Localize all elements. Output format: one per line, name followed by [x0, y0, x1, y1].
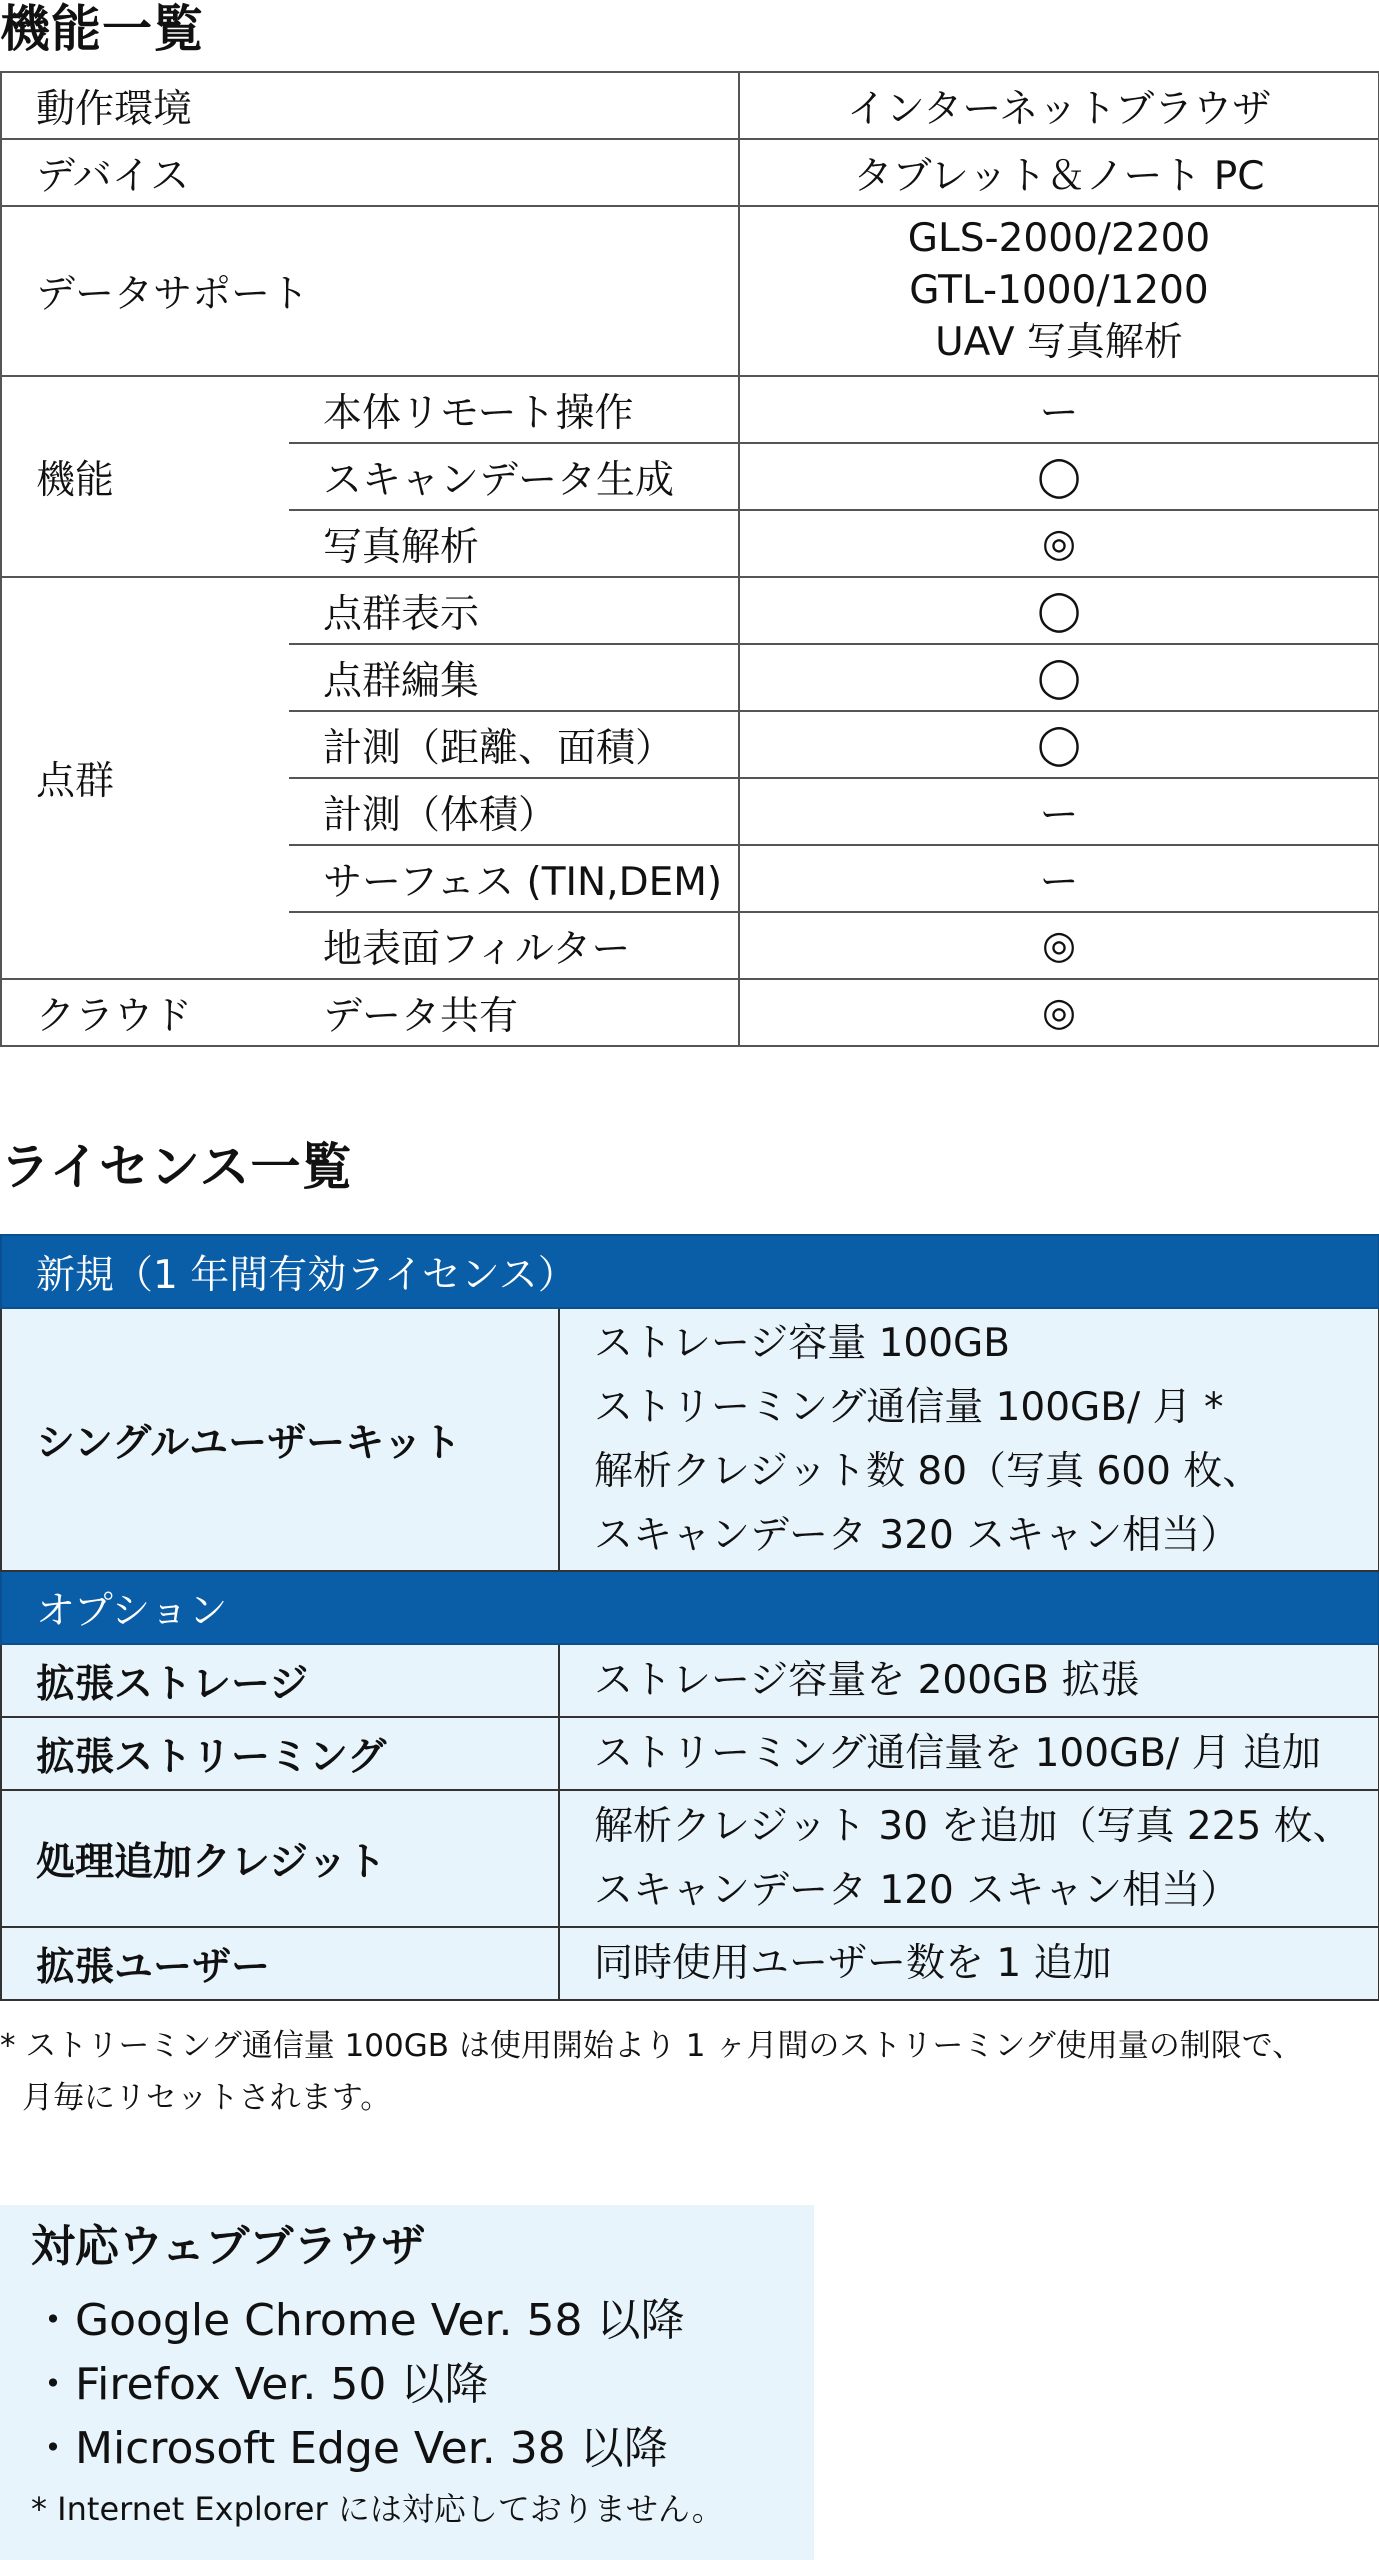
feature-name: 計測（体積） — [289, 778, 739, 845]
feature-name: 点群編集 — [289, 644, 739, 711]
feature-list-title: 機能一覧 — [0, 0, 204, 58]
table-row — [1, 577, 1379, 644]
table-row — [1, 1571, 1379, 1644]
feature-table — [0, 71, 1379, 1047]
browser-list — [31, 2289, 684, 2481]
feature-mark: ー — [739, 376, 1379, 443]
support-line: GTL-1000/1200 — [909, 268, 1209, 313]
detail-line: 同時使用ユーザー数を 1 追加 — [594, 1940, 1112, 1986]
table-row — [1, 1717, 1379, 1790]
group-label: 機能 — [1, 376, 289, 577]
row-value: インターネットブラウザ — [739, 72, 1379, 139]
option-header: オプション — [1, 1571, 1379, 1644]
option-name: 拡張ストリーミング — [1, 1717, 559, 1790]
table-row — [1, 72, 1379, 139]
detail-line: スキャンデータ 120 スキャン相当） — [594, 1867, 1240, 1913]
row-value — [739, 206, 1379, 376]
detail-line: スキャンデータ 320 スキャン相当） — [594, 1512, 1240, 1558]
support-line: GLS-2000/2200 — [907, 216, 1211, 261]
footnote-line: * ストリーミング通信量 100GB は使用開始より 1 ヶ月間のストリーミング使用量の制限で、 — [0, 2028, 1304, 2064]
feature-name: 写真解析 — [289, 510, 739, 577]
option-name: 処理追加クレジット — [1, 1790, 559, 1927]
option-name: 拡張ユーザー — [1, 1927, 559, 2000]
table-row — [1, 1644, 1379, 1717]
detail-line: ストリーミング通信量 100GB/ 月 * — [594, 1384, 1224, 1430]
option-detail — [559, 1790, 1379, 1927]
license-list-title: ライセンス一覧 — [0, 1138, 353, 1196]
feature-mark: ◯ — [739, 443, 1379, 510]
detail-line: ストレージ容量を 200GB 拡張 — [594, 1657, 1140, 1703]
option-detail — [559, 1644, 1379, 1717]
table-row — [1, 979, 1379, 1046]
feature-mark: ー — [739, 845, 1379, 912]
detail-line: 解析クレジット数 80（写真 600 枚、 — [594, 1448, 1262, 1494]
row-label: 動作環境 — [1, 72, 739, 139]
row-label: デバイス — [1, 139, 739, 206]
support-line: UAV 写真解析 — [935, 320, 1183, 365]
table-row — [1, 376, 1379, 443]
license-name: シングルユーザーキット — [1, 1308, 559, 1571]
detail-line: ストレージ容量 100GB — [594, 1320, 1011, 1366]
new-license-header: 新規（1 年間有効ライセンス） — [1, 1235, 1379, 1308]
table-row — [1, 1308, 1379, 1571]
footnote-line: 月毎にリセットされます。 — [22, 2080, 392, 2116]
license-table — [0, 1234, 1379, 2001]
table-row — [1, 1235, 1379, 1308]
row-label: データサポート — [1, 206, 739, 376]
feature-mark: ◯ — [739, 711, 1379, 778]
list-item: ・Microsoft Edge Ver. 38 以降 — [31, 2423, 668, 2474]
table-row — [1, 1927, 1379, 2000]
table-row — [1, 206, 1379, 376]
feature-mark: ー — [739, 778, 1379, 845]
group-label: クラウド — [1, 979, 289, 1046]
row-value: タブレット＆ノート PC — [739, 139, 1379, 206]
feature-name: スキャンデータ生成 — [289, 443, 739, 510]
feature-mark: ◎ — [739, 912, 1379, 979]
feature-name: サーフェス (TIN,DEM) — [289, 845, 739, 912]
table-row — [1, 1790, 1379, 1927]
feature-mark: ◯ — [739, 577, 1379, 644]
license-detail — [559, 1308, 1379, 1571]
group-label: 点群 — [1, 577, 289, 979]
table-row — [1, 139, 1379, 206]
detail-line: 解析クレジット 30 を追加（写真 225 枚、 — [594, 1803, 1352, 1849]
feature-mark: ◎ — [739, 979, 1379, 1046]
ie-unsupported-note: * Internet Explorer には対応しておりません。 — [31, 2490, 724, 2528]
option-name: 拡張ストレージ — [1, 1644, 559, 1717]
feature-name: データ共有 — [289, 979, 739, 1046]
option-detail — [559, 1717, 1379, 1790]
feature-name: 点群表示 — [289, 577, 739, 644]
feature-name: 計測（距離、面積） — [289, 711, 739, 778]
feature-name: 地表面フィルター — [289, 912, 739, 979]
feature-mark: ◯ — [739, 644, 1379, 711]
streaming-footnote — [0, 2020, 1303, 2124]
feature-name: 本体リモート操作 — [289, 376, 739, 443]
list-item: ・Google Chrome Ver. 58 以降 — [31, 2295, 685, 2346]
option-detail — [559, 1927, 1379, 2000]
supported-browsers-box — [0, 2205, 814, 2560]
feature-mark: ◎ — [739, 510, 1379, 577]
detail-line: ストリーミング通信量を 100GB/ 月 追加 — [594, 1730, 1321, 1776]
supported-browsers-title: 対応ウェブブラウザ — [31, 2221, 426, 2272]
list-item: ・Firefox Ver. 50 以降 — [31, 2359, 489, 2410]
